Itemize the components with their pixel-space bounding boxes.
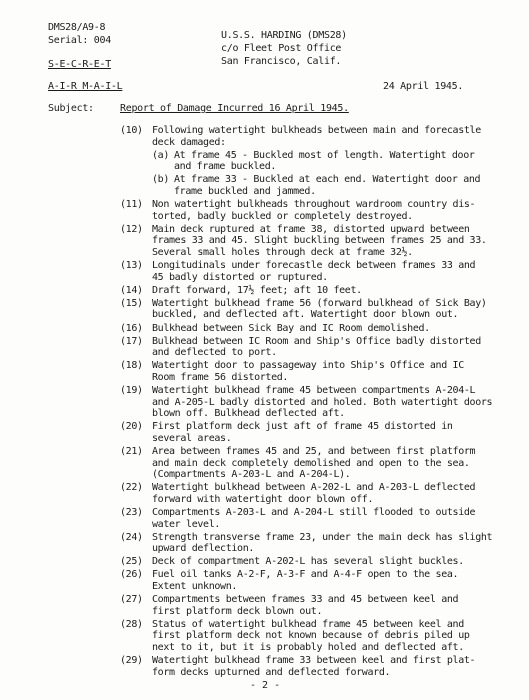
item-number: (22) [120, 482, 143, 494]
item-number: (17) [120, 335, 143, 347]
item-text: Bulkhead between IC Room and Ship's Office badly distorted and deflected to port. [152, 335, 481, 359]
item-number: (13) [120, 260, 143, 272]
item-number: (b) [152, 174, 170, 186]
item-number: (24) [120, 531, 143, 543]
item-text: First platform deck just aft of frame 45 distorted in several areas. [152, 421, 453, 444]
item-text: Longitudinals under forecastle deck between frames 33 and 45 badly distorted or ruptured. [152, 260, 476, 283]
subject-text: Report of Damage Incurred 16 April 1945. [120, 103, 349, 114]
page-number: - 2 - [250, 680, 281, 691]
item-number: (16) [120, 322, 143, 334]
item-text: Watertight bulkhead frame 33 between keel and first plat- form decks upturned and deflected forward. [152, 655, 476, 678]
ship-name: U.S.S. HARDING (DMS28) [221, 30, 347, 41]
item-number: (26) [120, 569, 143, 581]
item-number: (a) [152, 149, 170, 161]
classification-stamp: S-E-C-R-E-T [48, 59, 111, 70]
damage-item [120, 594, 520, 617]
item-text: Fuel oil tanks A-2-F, A-3-F and A-4-F open to the sea. Extent unknown. [152, 569, 459, 592]
damage-item [120, 556, 520, 568]
item-text: At frame 45 - Buckled most of length. Watertight door and frame buckled. [174, 149, 475, 173]
damage-item [120, 385, 520, 420]
item-number: (21) [120, 445, 143, 457]
item-number: (20) [120, 421, 143, 433]
item-number: (19) [120, 384, 143, 396]
damage-item [120, 569, 520, 592]
item-text: Bulkhead between Sick Bay and IC Room demolished. [152, 322, 430, 334]
item-text: Non watertight bulkheads throughout wardroom country dis- torted, badly buckled or completely destroyed. [152, 199, 476, 222]
item-text: Deck of compartment A-202-L has several slight buckles. [152, 556, 464, 568]
mail-marking: A-I-R M-A-I-L [48, 81, 123, 92]
item-text: Watertight door to passageway into Ship's Office and IC Room frame 56 distorted. [152, 360, 464, 383]
item-text: At frame 33 - Buckled at each end. Watertight door and frame buckled and jammed. [174, 174, 481, 197]
damage-item [120, 619, 520, 654]
item-number: (11) [120, 199, 143, 211]
damage-item [120, 323, 520, 335]
item-number: (28) [120, 618, 143, 630]
item-text: Compartments A-203-L and A-204-L still flooded to outside water level. [152, 506, 476, 530]
item-text: Following watertight bulkheads between main and forecastle deck damaged: [152, 125, 481, 148]
item-number: (25) [120, 556, 143, 568]
damage-item [120, 125, 520, 148]
item-text: Strength transverse frame 23, under the main deck has slight upward deflection. [152, 531, 493, 555]
item-number: (14) [120, 284, 143, 296]
item-text: Compartments between frames 33 and 45 between keel and first platform deck blown out. [152, 594, 459, 617]
item-text: Watertight bulkhead frame 45 between compartments A-204-L and A-205-L badly distorted and holed. Both watertight doors blown off. Bulkhead deflected aft. [152, 384, 493, 420]
damage-item [120, 507, 520, 530]
subject-label: Subject: [48, 103, 94, 114]
damage-item [120, 285, 520, 297]
damage-item [120, 655, 520, 678]
item-text: Main deck ruptured at frame 38, distorted upward between frames 33 and 45. Slight buckling between frames 25 and 33. Several small holes through deck at frame 32½. [152, 223, 487, 258]
item-text: Status of watertight bulkhead frame 45 between keel and first platform deck not known because of debris piled up next to it, but it is probably holed and deflected aft. [152, 618, 470, 653]
damage-item [120, 421, 520, 444]
item-number: (10) [120, 125, 143, 136]
address-line-1: c/o Fleet Post Office [221, 43, 342, 54]
item-text: Area between frames 45 and 25, and between first platform and main deck completely demolished and open to the sea. (Compartments A-203-L and A-204-L). [152, 445, 476, 481]
damage-item [120, 260, 520, 283]
item-text: Watertight bulkhead between A-202-L and A-203-L deflected forward with watertight door blown off. [152, 482, 476, 505]
damage-item [120, 532, 520, 555]
item-number: (18) [120, 360, 143, 372]
item-text: Draft forward, 17½ feet; aft 10 feet. [152, 284, 362, 296]
file-reference: DMS28/A9-8 [48, 22, 106, 33]
item-number: (15) [120, 297, 143, 309]
document-date: 24 April 1945. [383, 81, 464, 92]
item-number: (12) [120, 223, 143, 235]
sub-item [120, 150, 520, 173]
damage-item [120, 224, 520, 259]
sub-item [120, 174, 520, 197]
damage-item [120, 199, 520, 222]
item-number: (27) [120, 594, 143, 606]
item-number: (23) [120, 506, 143, 518]
damage-item [120, 482, 520, 505]
address-line-2: San Francisco, Calif. [221, 56, 342, 67]
damage-item [120, 298, 520, 321]
damage-item [120, 336, 520, 359]
damage-item [120, 360, 520, 383]
serial-number: Serial: 004 [48, 35, 111, 46]
damage-item-list [120, 125, 520, 680]
item-number: (29) [120, 655, 143, 667]
damage-item [120, 446, 520, 481]
item-text: Watertight bulkhead frame 56 (forward bulkhead of Sick Bay) buckled, and deflected aft. Watertight door blown out. [152, 297, 487, 321]
